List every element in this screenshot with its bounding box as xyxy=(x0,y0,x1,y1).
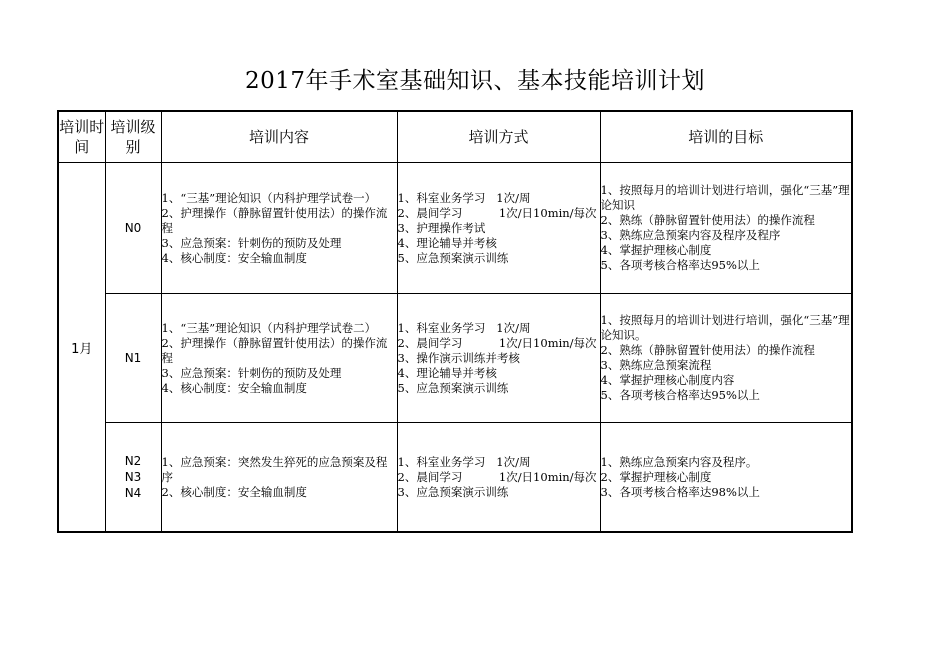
level-cell: N2 N3 N4 xyxy=(105,423,161,533)
method-line: 5、应急预案演示训练 xyxy=(397,380,509,395)
method-line: 4、理论辅导并考核 xyxy=(397,235,497,250)
method-line: 3、操作演示训练并考核 xyxy=(397,350,520,365)
goal-line: 2、掌握护理核心制度 xyxy=(600,469,712,484)
level-cell: N1 xyxy=(105,294,161,423)
header-row xyxy=(58,111,852,163)
header-level: 培训级别 xyxy=(105,111,161,163)
goal-cell xyxy=(600,294,852,423)
goal-line: 2、熟练（静脉留置针使用法）的操作流程 xyxy=(600,343,815,357)
method-line: 1、科室业务学习 1次/周 xyxy=(397,320,531,335)
method-line: 1、科室业务学习 1次/周 xyxy=(397,190,531,205)
goal-cell xyxy=(600,163,852,294)
content-line: 2、护理操作（静脉留置针使用法）的操作流程 xyxy=(161,335,388,365)
page-title: 2017年手术室基础知识、基本技能培训计划 xyxy=(244,68,706,94)
content-line: 1、“三基”理论知识（内科护理学试卷二） xyxy=(161,320,377,335)
content-cell xyxy=(161,163,397,294)
goal-cell xyxy=(600,423,852,533)
content-line: 3、应急预案：针刺伤的预防及处理 xyxy=(161,235,342,250)
content-cell xyxy=(161,423,397,533)
header-time: 培训时间 xyxy=(58,111,105,163)
method-cell xyxy=(397,163,600,294)
content-line: 3、应急预案：针刺伤的预防及处理 xyxy=(161,365,342,380)
method-cell xyxy=(397,294,600,423)
table-row xyxy=(58,163,852,294)
content-cell xyxy=(161,294,397,423)
goal-line: 5、各项考核合格率达95%以上 xyxy=(600,258,760,272)
table-row xyxy=(58,423,852,533)
goal-line: 1、熟练应急预案内容及程序。 xyxy=(600,454,758,469)
method-line: 1、科室业务学习 1次/周 xyxy=(397,454,531,469)
content-line: 1、“三基”理论知识（内科护理学试卷一） xyxy=(161,190,377,205)
goal-line: 3、各项考核合格率达98%以上 xyxy=(600,484,760,499)
method-line: 4、理论辅导并考核 xyxy=(397,365,497,380)
method-line: 2、晨间学习 1次/日10min/每次 xyxy=(397,335,597,350)
header-method: 培训方式 xyxy=(397,111,600,163)
method-line: 3、应急预案演示训练 xyxy=(397,484,509,499)
month-cell: 1月 xyxy=(58,163,105,533)
goal-line: 2、熟练（静脉留置针使用法）的操作流程 xyxy=(600,213,815,227)
goal-line: 3、熟练应急预案内容及程序及程序 xyxy=(600,228,781,242)
content-line: 4、核心制度：安全输血制度 xyxy=(161,380,307,395)
goal-line: 5、各项考核合格率达95%以上 xyxy=(600,388,760,402)
method-line: 2、晨间学习 1次/日10min/每次 xyxy=(397,469,597,484)
content-line: 2、核心制度：安全输血制度 xyxy=(161,484,307,499)
header-content: 培训内容 xyxy=(161,111,397,163)
level-cell: N0 xyxy=(105,163,161,294)
content-line: 2、护理操作（静脉留置针使用法）的操作流程 xyxy=(161,205,388,235)
method-line: 2、晨间学习 1次/日10min/每次 xyxy=(397,205,597,220)
goal-line: 1、按照每月的培训计划进行培训，强化“三基”理论知识。 xyxy=(600,313,850,342)
method-cell xyxy=(397,423,600,533)
content-line: 1、应急预案：突然发生猝死的应急预案及程序 xyxy=(161,454,388,484)
goal-line: 4、掌握护理核心制度 xyxy=(600,243,712,257)
goal-line: 3、熟练应急预案流程 xyxy=(600,358,712,372)
method-line: 3、护理操作考试 xyxy=(397,220,486,235)
content-line: 4、核心制度：安全输血制度 xyxy=(161,250,307,265)
table-row xyxy=(58,294,852,423)
method-line: 5、应急预案演示训练 xyxy=(397,250,509,265)
training-plan-table xyxy=(57,110,853,533)
header-goal: 培训的目标 xyxy=(600,111,852,163)
goal-line: 1、按照每月的培训计划进行培训，强化“三基”理论知识 xyxy=(600,183,850,212)
goal-line: 4、掌握护理核心制度内容 xyxy=(600,373,735,387)
